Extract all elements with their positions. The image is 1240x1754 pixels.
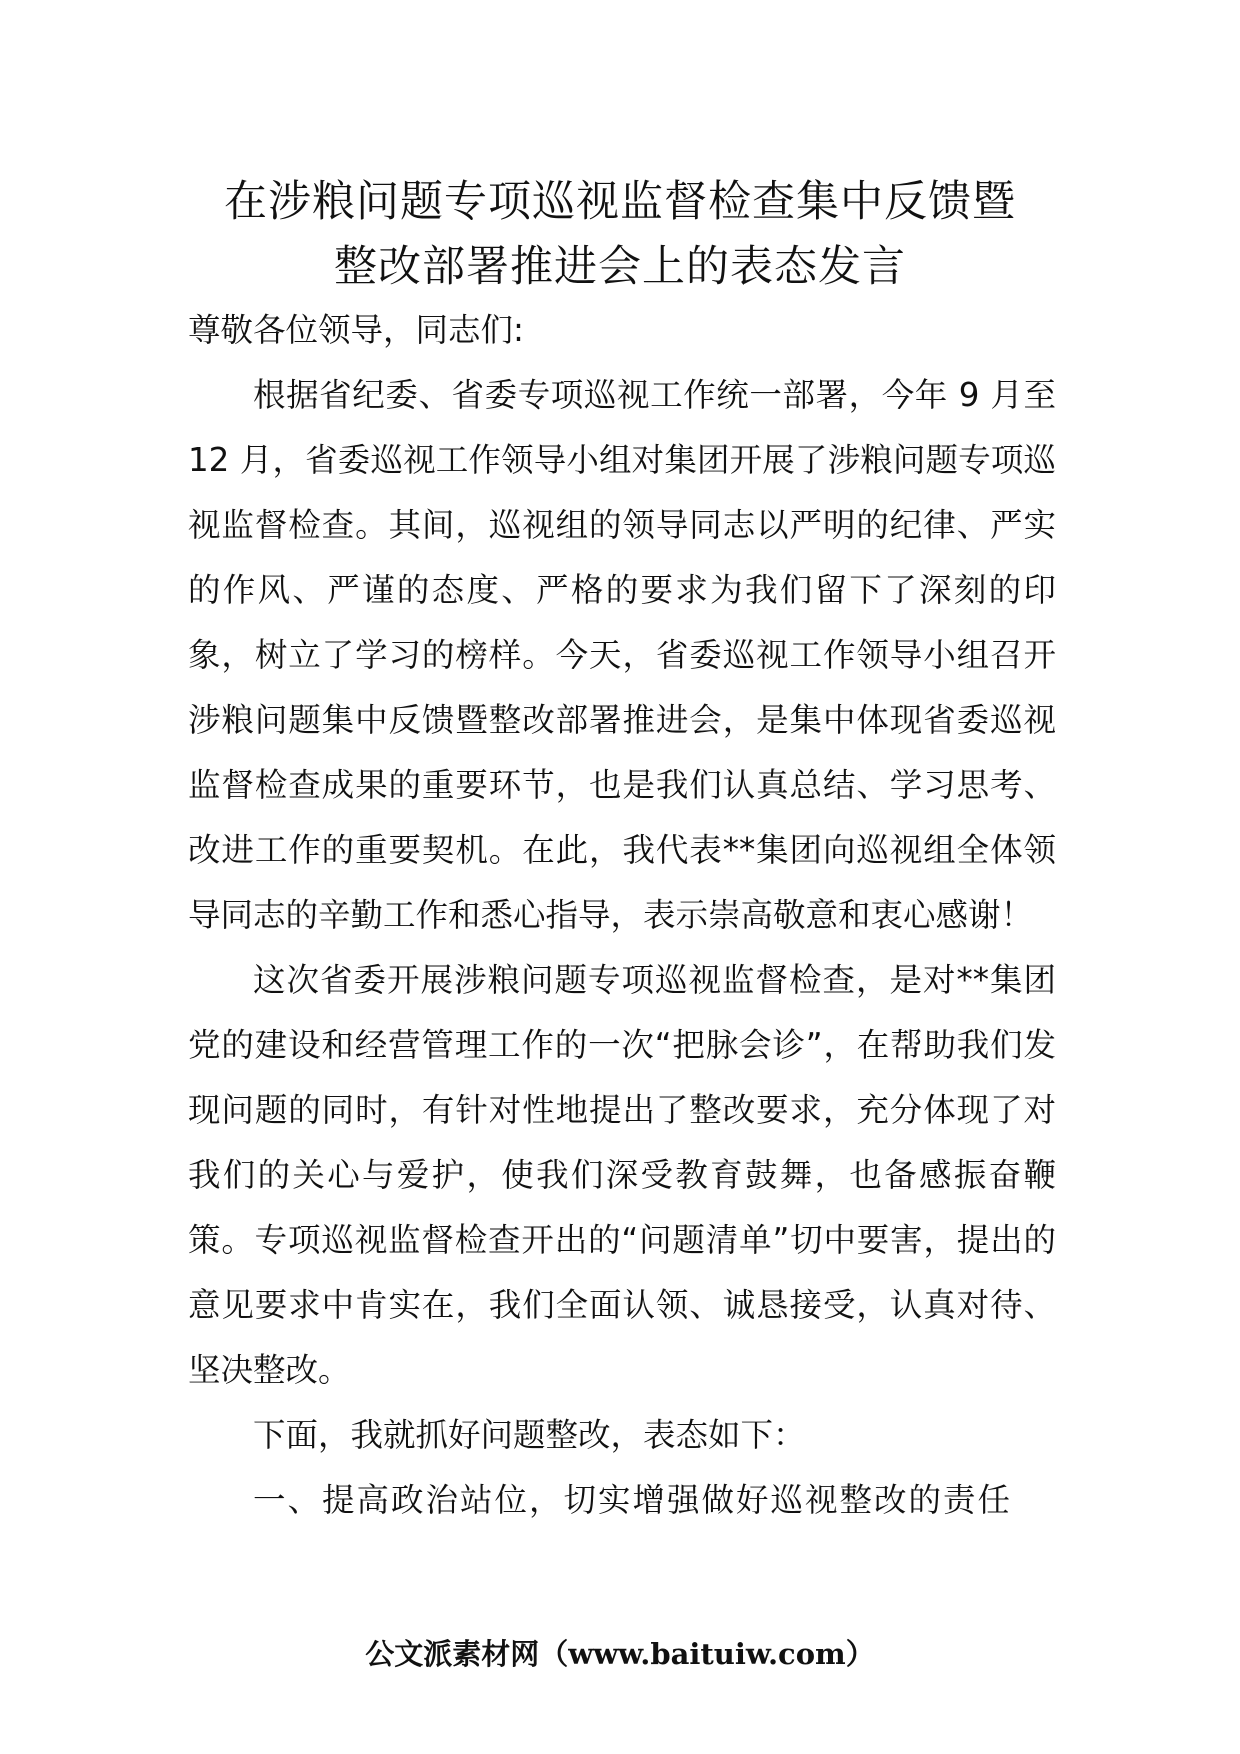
document-title-line-1: 在涉粮问题专项巡视监督检查集中反馈暨	[224, 177, 1016, 227]
paragraph-3: 下面，我就抓好问题整改，表态如下：	[253, 1416, 806, 1454]
section-heading-1: 一、提高政治站位，切实增强做好巡视整改的责任	[253, 1481, 1013, 1519]
footer-watermark: 公文派素材网（www.baituiw.com）	[365, 1637, 875, 1671]
document-title-line-2: 整改部署推进会上的表态发言	[334, 242, 906, 292]
paragraph-1: 根据省纪委、省委专项巡视工作统一部署，今年 9 月至 12 月，省委巡视工作领导小组对集团开展了涉粮问题专项巡视监督检查。其间，巡视组的领导同志以严明的纪律、严实的作风、严谨的态度、严格的要求为我们留下了深刻的印象，树立了学习的榜样。今天，省委巡视工作领导小组召开涉粮问题集中反馈暨整改部署推进会，是集中体现省委巡视监督检查成果的重要环节，也是我们认真总结、学习思考、改进工作的重要契机。在此，我代表**集团向巡视组全体领导同志的辛勤工作和悉心指导，表示崇高敬意和衷心感谢！	[188, 376, 1056, 934]
paragraph-2: 这次省委开展涉粮问题专项巡视监督检查，是对**集团党的建设和经营管理工作的一次“把脉会诊”，在帮助我们发现问题的同时，有针对性地提出了整改要求，充分体现了对我们的关心与爱护，使我们深受教育鼓舞，也备感振奋鞭策。专项巡视监督检查开出的“问题清单”切中要害，提出的意见要求中肯实在，我们全面认领、诚恳接受，认真对待、坚决整改。	[188, 961, 1056, 1389]
document-body	[188, 298, 1056, 1533]
salutation: 尊敬各位领导，同志们:	[188, 311, 524, 349]
